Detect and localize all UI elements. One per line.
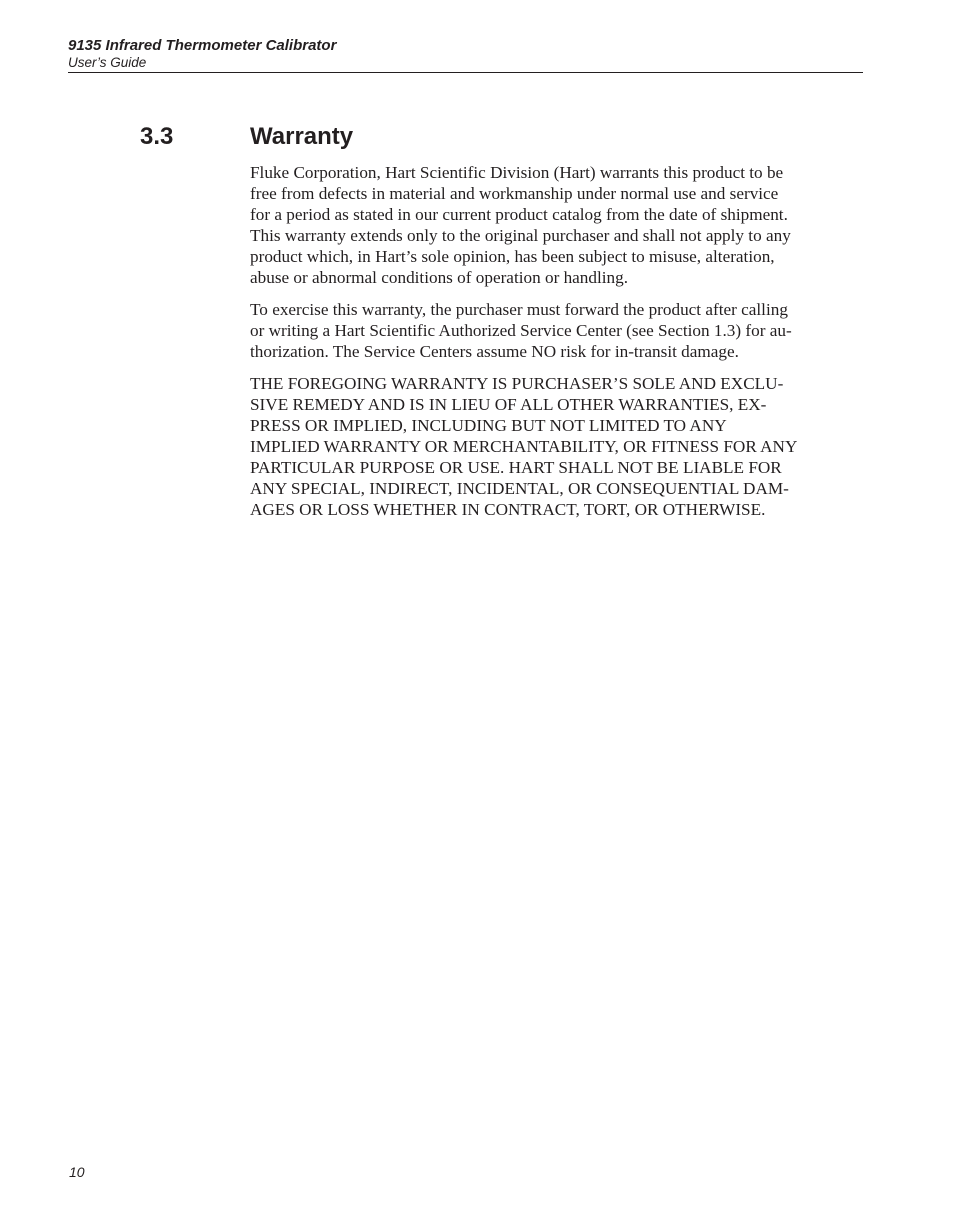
text-line: To exercise this warranty, the purchaser must forward the product after calling: [250, 300, 788, 319]
text-line: Fluke Corporation, Hart Scientific Division (Hart) warrants this product to be: [250, 163, 784, 182]
text-line: AGES OR LOSS WHETHER IN CONTRACT, TORT, OR OTHERWISE.: [250, 500, 766, 519]
service-paragraph: [250, 299, 864, 362]
text-line: THE FOREGOING WARRANTY IS PURCHASER’S SOLE AND EXCLU-: [250, 374, 784, 393]
section-heading: [140, 122, 353, 152]
running-header: [68, 37, 863, 73]
text-line: or writing a Hart Scientific Authorized Service Center (see Section 1.3) for au-: [250, 321, 792, 340]
warranty-paragraph: [250, 162, 864, 288]
text-line: thorization. The Service Centers assume NO risk for in-transit damage.: [250, 342, 739, 361]
text-line: IMPLIED WARRANTY OR MERCHANTABILITY, OR FITNESS FOR ANY: [250, 437, 798, 456]
section-title: Warranty: [250, 123, 354, 150]
disclaimer-paragraph: [250, 373, 864, 520]
document-subtitle: User’s Guide: [68, 55, 147, 70]
section-body: [250, 162, 864, 531]
section-number: 3.3: [140, 123, 174, 150]
text-line: ANY SPECIAL, INDIRECT, INCIDENTAL, OR CONSEQUENTIAL DAM-: [250, 479, 789, 498]
text-line: free from defects in material and workmanship under normal use and service: [250, 184, 779, 203]
text-line: PARTICULAR PURPOSE OR USE. HART SHALL NOT BE LIABLE FOR: [250, 458, 782, 477]
text-line: This warranty extends only to the original purchaser and shall not apply to any: [250, 226, 791, 245]
document-title: 9135 Infrared Thermometer Calibrator: [68, 37, 337, 54]
text-line: for a period as stated in our current product catalog from the date of shipment.: [250, 205, 788, 224]
text-line: product which, in Hart’s sole opinion, has been subject to misuse, alteration,: [250, 247, 775, 266]
text-line: SIVE REMEDY AND IS IN LIEU OF ALL OTHER WARRANTIES, EX-: [250, 395, 767, 414]
text-line: abuse or abnormal conditions of operation or handling.: [250, 268, 629, 287]
text-line: PRESS OR IMPLIED, INCLUDING BUT NOT LIMITED TO ANY: [250, 416, 727, 435]
page-number: 10: [69, 1164, 85, 1180]
